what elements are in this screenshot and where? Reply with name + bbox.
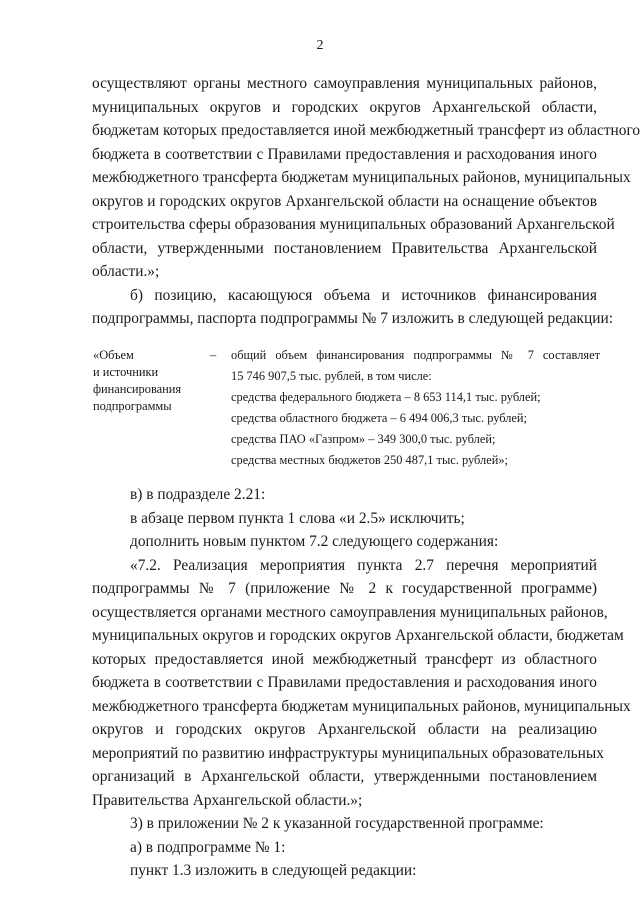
text-line: округов и городских округов Архангельской области на оснащение объектов [92,193,597,210]
text-line: Правительства Архангельской области.»; [92,792,363,809]
text-line: осуществляют органы местного самоуправления муниципальных районов, [92,75,597,92]
text-line: которых предоставляется иной межбюджетный трансферт из областного [92,651,597,668]
text-line: муниципальных округов и городских округов Архангельской области, [92,99,597,116]
table-dash: – [210,348,217,362]
table-value-line: общий объем финансирования подпрограммы № 7 составляет [231,348,600,362]
table-value-line: средства областного бюджета – 6 494 006,3 тыс. рублей; [231,411,528,425]
text-line: области, утвержденными постановлением Правительства Архангельской [92,240,597,257]
text-line: осуществляется органами местного самоуправления муниципальных районов, [92,604,608,621]
text-line: межбюджетного трансферта бюджетам муниципальных районов, муниципальных [92,698,631,715]
text-line: мероприятий по развитию инфраструктуры муниципальных образовательных [92,745,604,762]
text-line: а) в подпрограмме № 1: [130,839,286,856]
text-line: межбюджетного трансферта бюджетам муниципальных районов, муниципальных [92,169,631,186]
table-label-line: и источники [93,365,159,379]
text-line: 3) в приложении № 2 к указанной государственной программе: [130,815,544,832]
text-line: дополнить новым пунктом 7.2 следующего содержания: [130,533,499,550]
table-value-line: 15 746 907,5 тыс. рублей, в том числе: [231,369,432,383]
text-line: подпрограммы № 7 (приложение № 2 к государственной программе) [92,580,597,597]
table-value-line: средства местных бюджетов 250 487,1 тыс. рублей»; [231,453,508,467]
text-line: б) позицию, касающуюся объема и источников финансирования [130,287,597,304]
text-line: строительства сферы образования муниципальных образований Архангельской [92,216,615,233]
text-line: в) в подразделе 2.21: [130,486,266,503]
table-value-line: средства ПАО «Газпром» – 349 300,0 тыс. рублей; [231,432,496,446]
text-line: округов и городских округов Архангельской области на реализацию [92,721,597,738]
page-number: 2 [316,38,324,53]
table-label-line: подпрограммы [93,399,172,413]
text-line: в абзаце первом пункта 1 слова «и 2.5» исключить; [130,510,465,527]
text-line: бюджета в соответствии с Правилами предоставления и расходования иного [92,146,597,163]
text-line: пункт 1.3 изложить в следующей редакции: [130,862,417,879]
text-line: области.»; [92,263,160,280]
text-line: бюджетам которых предоставляется иной межбюджетный трансферт из областного [92,122,640,139]
text-line: «7.2. Реализация мероприятия пункта 2.7 перечня мероприятий [130,557,597,574]
text-line: подпрограммы, паспорта подпрограммы № 7 изложить в следующей редакции: [92,310,614,327]
table-label-line: финансирования [93,382,182,396]
text-line: бюджета в соответствии с Правилами предоставления и расходования иного [92,674,597,691]
text-line: организаций в Архангельской области, утвержденными постановлением [92,768,597,785]
table-label-line: «Объем [93,348,134,362]
table-value-line: средства федерального бюджета – 8 653 114,1 тыс. рублей; [231,390,541,404]
text-line: муниципальных округов и городских округов Архангельской области, бюджетам [92,627,624,644]
